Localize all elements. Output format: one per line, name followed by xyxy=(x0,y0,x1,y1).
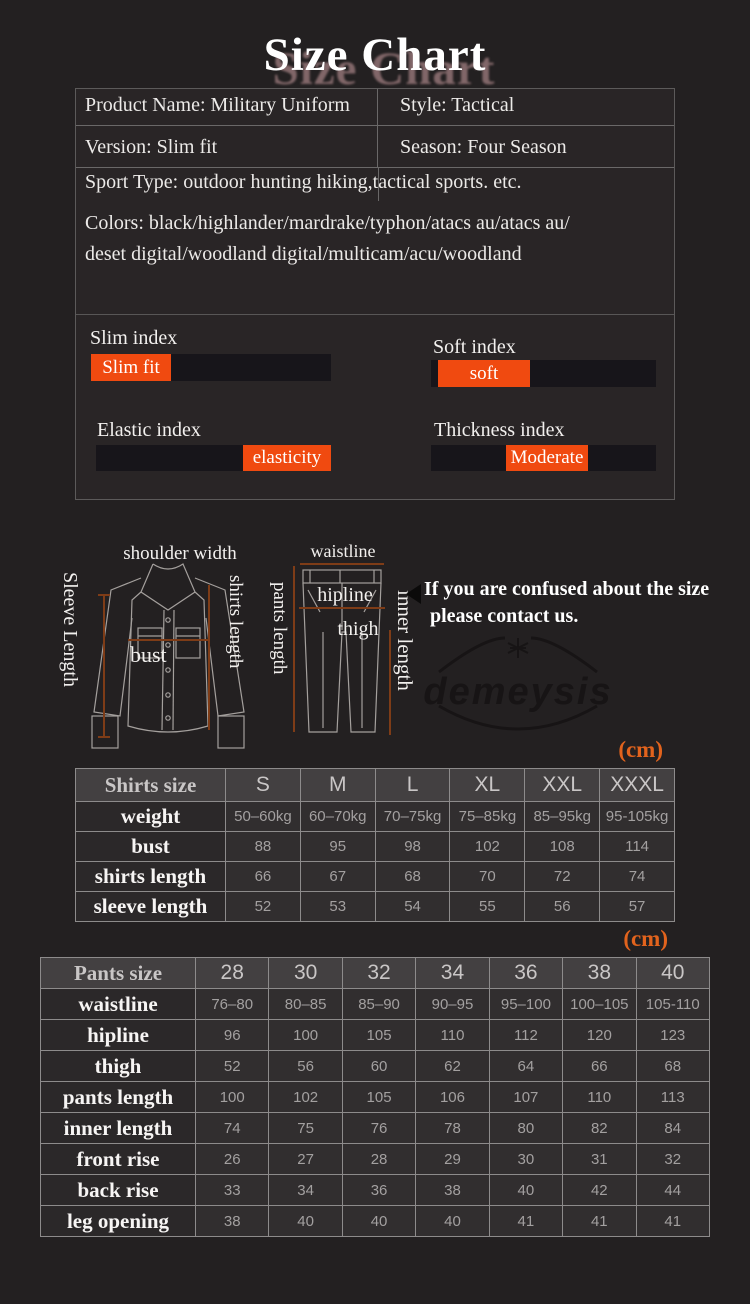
value-cell: 70–75kg xyxy=(375,802,450,832)
value-cell: 113 xyxy=(636,1082,709,1113)
sleeve-length-label: Sleeve Length xyxy=(59,572,81,687)
pants-size-table xyxy=(40,957,710,1237)
value-cell: 28 xyxy=(342,1144,415,1175)
header-cell: 34 xyxy=(416,958,489,989)
value-cell: 34 xyxy=(269,1175,342,1206)
colors-row xyxy=(76,201,674,315)
header-cell: S xyxy=(226,769,301,802)
value-cell: 40 xyxy=(269,1206,342,1237)
table-title-cell: Shirts size xyxy=(76,769,226,802)
value-cell: 95 xyxy=(300,832,375,862)
elastic-index-bar xyxy=(96,445,331,471)
value-cell: 56 xyxy=(269,1051,342,1082)
value-cell: 54 xyxy=(375,892,450,922)
star-icon xyxy=(508,638,528,658)
value-cell: 70 xyxy=(450,862,525,892)
value-cell: 74 xyxy=(600,862,675,892)
value-cell: 112 xyxy=(489,1020,562,1051)
row-label-cell: inner length xyxy=(41,1113,196,1144)
elastic-index-value: elasticity xyxy=(243,445,331,471)
shirts-size-table xyxy=(75,768,675,922)
hipline-label: hipline xyxy=(317,584,373,606)
value-cell: 75 xyxy=(269,1113,342,1144)
value-cell: 32 xyxy=(636,1144,709,1175)
value-cell: 60 xyxy=(342,1051,415,1082)
inner-length-label: inner length xyxy=(393,590,417,691)
value-cell: 66 xyxy=(563,1051,636,1082)
season: Season: Four Season xyxy=(399,136,567,158)
row-label-cell: bust xyxy=(76,832,226,862)
value-cell: 84 xyxy=(636,1113,709,1144)
value-cell: 76 xyxy=(342,1113,415,1144)
header-cell: 32 xyxy=(342,958,415,989)
value-cell: 40 xyxy=(416,1206,489,1237)
row-label-cell: leg opening xyxy=(41,1206,196,1237)
header-cell: 28 xyxy=(196,958,269,989)
info-row-3 xyxy=(76,168,674,201)
header-cell: L xyxy=(375,769,450,802)
value-cell: 40 xyxy=(342,1206,415,1237)
pants-length-label: pants length xyxy=(269,582,290,675)
row-label-cell: weight xyxy=(76,802,226,832)
value-cell: 38 xyxy=(196,1206,269,1237)
note-line-2: please contact us. xyxy=(430,605,579,627)
value-cell: 108 xyxy=(525,832,600,862)
shirts-length-label: shirts length xyxy=(225,575,246,669)
value-cell: 55 xyxy=(450,892,525,922)
value-cell: 75–85kg xyxy=(450,802,525,832)
note-line-1: If you are confused about the size xyxy=(424,578,710,600)
value-cell: 106 xyxy=(416,1082,489,1113)
row-label-cell: front rise xyxy=(41,1144,196,1175)
product-name: Product Name: Military Uniform xyxy=(76,89,378,125)
value-cell: 85–90 xyxy=(342,989,415,1020)
value-cell: 52 xyxy=(196,1051,269,1082)
value-cell: 36 xyxy=(342,1175,415,1206)
row-label-cell: shirts length xyxy=(76,862,226,892)
product-info-panel xyxy=(75,88,675,500)
value-cell: 62 xyxy=(416,1051,489,1082)
value-cell: 107 xyxy=(489,1082,562,1113)
info-row-1 xyxy=(76,89,674,126)
waistline-label: waistline xyxy=(310,541,376,561)
value-cell: 41 xyxy=(636,1206,709,1237)
info-row-2 xyxy=(76,126,674,168)
value-cell: 41 xyxy=(489,1206,562,1237)
value-cell: 56 xyxy=(525,892,600,922)
value-cell: 44 xyxy=(636,1175,709,1206)
value-cell: 26 xyxy=(196,1144,269,1175)
shoulder-width-label: shoulder width xyxy=(123,543,237,564)
value-cell: 110 xyxy=(563,1082,636,1113)
value-cell: 78 xyxy=(416,1113,489,1144)
value-cell: 110 xyxy=(416,1020,489,1051)
header-cell: 30 xyxy=(269,958,342,989)
value-cell: 80 xyxy=(489,1113,562,1144)
value-cell: 27 xyxy=(269,1144,342,1175)
thigh-label: thigh xyxy=(337,618,379,640)
value-cell: 100 xyxy=(196,1082,269,1113)
brand-watermark xyxy=(423,630,613,748)
row-label-cell: sleeve length xyxy=(76,892,226,922)
value-cell: 102 xyxy=(269,1082,342,1113)
row-label-cell: hipline xyxy=(41,1020,196,1051)
value-cell: 57 xyxy=(600,892,675,922)
value-cell: 29 xyxy=(416,1144,489,1175)
value-cell: 52 xyxy=(226,892,301,922)
value-cell: 72 xyxy=(525,862,600,892)
value-cell: 50–60kg xyxy=(226,802,301,832)
value-cell: 88 xyxy=(226,832,301,862)
value-cell: 38 xyxy=(416,1175,489,1206)
index-zone xyxy=(76,315,674,499)
left-arrow-icon xyxy=(406,584,421,604)
soft-index-label: Soft index xyxy=(433,336,516,358)
colors-line-2: deset digital/woodland digital/multicam/acu/woodland xyxy=(85,243,522,265)
elastic-index-label: Elastic index xyxy=(97,419,201,441)
shirts-unit-label: (cm) xyxy=(618,737,663,762)
value-cell: 42 xyxy=(563,1175,636,1206)
pants-unit-label: (cm) xyxy=(623,926,668,951)
header-cell: M xyxy=(300,769,375,802)
value-cell: 31 xyxy=(563,1144,636,1175)
value-cell: 105 xyxy=(342,1082,415,1113)
value-cell: 105 xyxy=(342,1020,415,1051)
value-cell: 60–70kg xyxy=(300,802,375,832)
value-cell: 33 xyxy=(196,1175,269,1206)
header-cell: XL xyxy=(450,769,525,802)
slim-index-bar xyxy=(91,354,331,381)
value-cell: 64 xyxy=(489,1051,562,1082)
header-cell: 40 xyxy=(636,958,709,989)
value-cell: 95–100 xyxy=(489,989,562,1020)
shirt-drawing xyxy=(92,564,244,748)
bust-label: bust xyxy=(130,642,167,667)
colors-line-1: Colors: black/highlander/mardrake/typhon/atacs au/atacs au/ xyxy=(85,212,570,234)
header-cell: 36 xyxy=(489,958,562,989)
value-cell: 40 xyxy=(489,1175,562,1206)
value-cell: 102 xyxy=(450,832,525,862)
value-cell: 98 xyxy=(375,832,450,862)
value-cell: 82 xyxy=(563,1113,636,1144)
soft-index-bar xyxy=(431,360,656,387)
value-cell: 76–80 xyxy=(196,989,269,1020)
row-label-cell: back rise xyxy=(41,1175,196,1206)
value-cell: 105-110 xyxy=(636,989,709,1020)
row-label-cell: thigh xyxy=(41,1051,196,1082)
value-cell: 53 xyxy=(300,892,375,922)
value-cell: 100–105 xyxy=(563,989,636,1020)
value-cell: 96 xyxy=(196,1020,269,1051)
value-cell: 74 xyxy=(196,1113,269,1144)
value-cell: 100 xyxy=(269,1020,342,1051)
slim-index-value: Slim fit xyxy=(91,354,171,381)
slim-index-label: Slim index xyxy=(90,327,178,349)
value-cell: 120 xyxy=(563,1020,636,1051)
value-cell: 123 xyxy=(636,1020,709,1051)
value-cell: 30 xyxy=(489,1144,562,1175)
sport-type: Sport Type: outdoor hunting hiking,tactical sports. etc. xyxy=(85,171,522,193)
watermark-text: demeysis xyxy=(423,671,613,713)
version: Version: Slim fit xyxy=(76,126,378,167)
header-cell: XXL xyxy=(525,769,600,802)
value-cell: 95-105kg xyxy=(600,802,675,832)
value-cell: 41 xyxy=(563,1206,636,1237)
value-cell: 68 xyxy=(636,1051,709,1082)
page-title: Size Chart xyxy=(263,29,487,81)
value-cell: 66 xyxy=(226,862,301,892)
value-cell: 68 xyxy=(375,862,450,892)
value-cell: 85–95kg xyxy=(525,802,600,832)
header-cell: XXXL xyxy=(600,769,675,802)
value-cell: 67 xyxy=(300,862,375,892)
value-cell: 90–95 xyxy=(416,989,489,1020)
row-label-cell: pants length xyxy=(41,1082,196,1113)
thickness-index-label: Thickness index xyxy=(434,419,565,441)
value-cell: 80–85 xyxy=(269,989,342,1020)
thickness-index-bar xyxy=(431,445,656,471)
thickness-index-value: Moderate xyxy=(506,445,588,471)
style: Style: Tactical xyxy=(399,94,515,116)
row-label-cell: waistline xyxy=(41,989,196,1020)
header-cell: 38 xyxy=(563,958,636,989)
table-title-cell: Pants size xyxy=(41,958,196,989)
soft-index-value: soft xyxy=(438,360,530,387)
value-cell: 114 xyxy=(600,832,675,862)
